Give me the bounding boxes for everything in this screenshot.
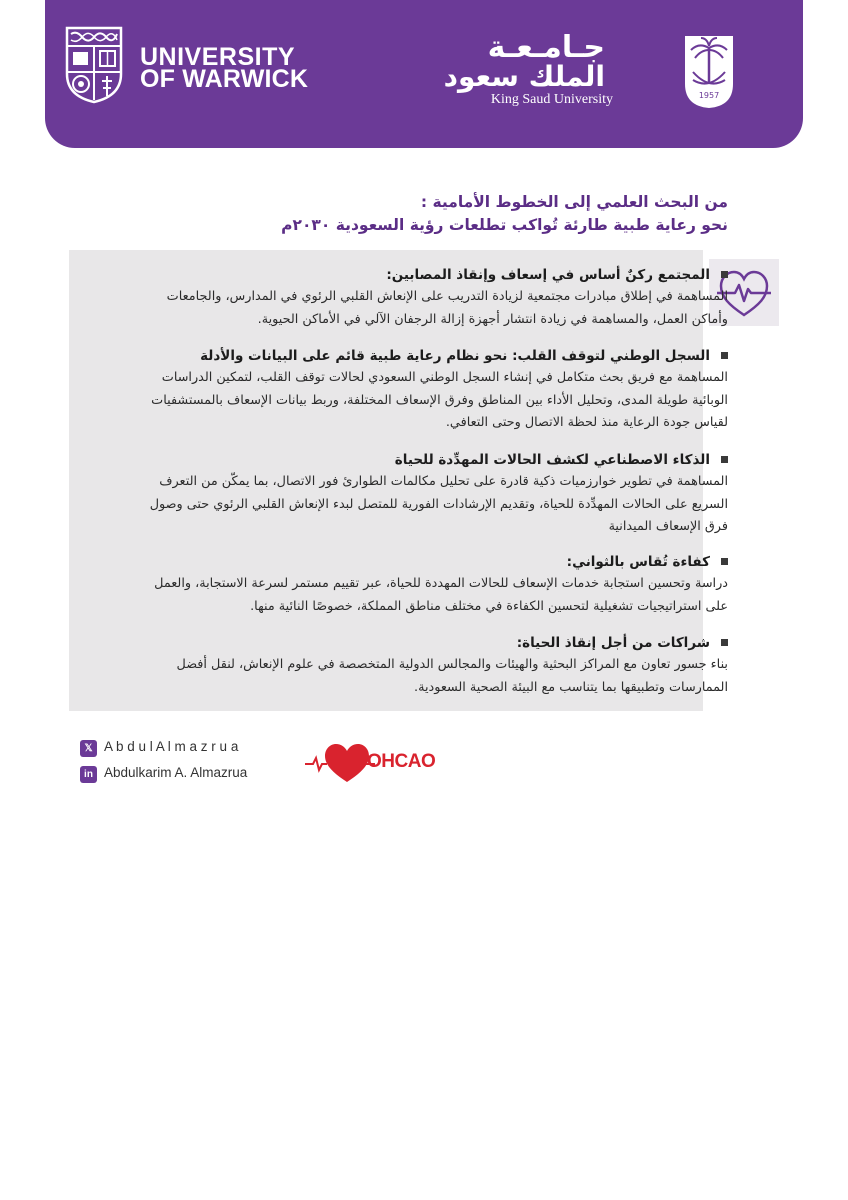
section-heading-text: السجل الوطني لتوقف القلب: نحو نظام رعاية طبية قائم على البيانات والأدلة — [200, 348, 710, 364]
ksu-logo — [443, 22, 745, 122]
linkedin-link[interactable] — [80, 766, 290, 792]
warwick-wordmark — [140, 43, 309, 93]
section-heading — [128, 345, 728, 367]
title-line1: من البحث العلمي إلى الخطوط الأمامية : — [420, 193, 728, 211]
heart-ecg-icon — [305, 740, 375, 785]
section-body: دراسة وتحسين استجابة خدمات الإسعاف للحالات المهددة للحياة، عبر تقييم مستمر لسرعة الاستجابة، والعمل على استراتيجيات تشغيلية لتحسين الكفاءة في مختلف مناطق المملكة، خصوصًا النائية منها. — [154, 576, 728, 614]
section-body: المساهمة مع فريق بحث متكامل في إنشاء السجل الوطني السعودي لحالات توقف القلب، لتمكين الدراسات الوبائية طويلة المدى، وتحليل الأداء بين المناطق وفرق الإسعاف المختلفة، وربط بيانات الإسعاف بالمستشفيات لقياس جودة الرعاية منذ لحظة الاتصال وحتى التعافي. — [151, 370, 728, 431]
linkedin-icon: in — [80, 766, 97, 783]
bullet-square — [721, 639, 728, 646]
linkedin-name: Abdulkarim A. Almazrua — [104, 765, 248, 780]
bullet-square — [721, 456, 728, 463]
ksu-emblem-year: 1957 — [698, 91, 720, 100]
warwick-logo — [65, 26, 365, 106]
ksu-arabic-line2: الملك سعود — [443, 60, 605, 93]
section-ai — [128, 449, 728, 539]
bullet-square — [721, 352, 728, 359]
section-partnerships — [128, 632, 728, 699]
bullet-square — [721, 271, 728, 278]
section-heading-text: المجتمع ركنٌ أساس في إسعاف وإنقاذ المصابين: — [386, 267, 710, 283]
section-heading-text: الذكاء الاصطناعي لكشف الحالات المهدِّدة للحياة — [394, 452, 710, 468]
section-community — [128, 264, 728, 331]
warwick-crest-icon — [65, 26, 123, 104]
section-body: المساهمة في تطوير خوارزميات ذكية قادرة على تحليل مكالمات الطوارئ فور الاتصال، بما يمكّن من التعرف السريع على الحالات المهدِّدة للحياة، وتقديم الإرشادات الفورية للمتصل لبدء الإنعاش القلبي الرئوي حتى وصول فرق الإسعاف الميدانية — [149, 474, 728, 535]
x-link[interactable] — [80, 740, 290, 766]
warwick-line2: OF WARWICK — [140, 65, 309, 93]
x-handle: A b d u l A l m a z r u a — [104, 739, 239, 754]
section-heading — [128, 264, 728, 286]
page-title — [128, 191, 728, 237]
ksu-palm-emblem-icon — [683, 34, 735, 110]
warwick-line1: UNIVERSITY — [140, 43, 296, 71]
section-body: بناء جسور تعاون مع المراكز البحثية والهيئات والمجالس الدولية المتخصصة في علوم الإنعاش، لنقل أفضل الممارسات وتطبيقها بما يتناسب مع البيئة الصحية السعودية. — [176, 657, 728, 695]
x-icon: 𝕏 — [80, 740, 97, 757]
ohcao-logo — [305, 740, 445, 785]
section-heading-text: كفاءة تُقاس بالثواني: — [566, 554, 710, 570]
section-registry — [128, 345, 728, 435]
ksu-english-name: King Saud University — [490, 92, 613, 107]
title-line2: نحو رعاية طبية طارئة تُواكب تطلعات رؤية السعودية ٢٠٣٠م — [281, 216, 728, 234]
section-heading-text: شراكات من أجل إنقاذ الحياة: — [516, 635, 710, 651]
bullet-square — [721, 558, 728, 565]
section-heading — [128, 551, 728, 573]
section-heading — [128, 449, 728, 471]
social-links — [80, 740, 290, 792]
section-body: المساهمة في إطلاق مبادرات مجتمعية لزيادة التدريب على الإنعاش القلبي الرئوي في المدارس، والجامعات وأماكن العمل، والمساهمة في زيادة انتشار أجهزة إزالة الرجفان الآلي في الأماكن الحيوية. — [166, 289, 728, 327]
ohcao-wordmark: OHCAO — [367, 751, 436, 772]
section-efficiency — [128, 551, 728, 618]
ksu-arabic-line1: جـامـعـة — [487, 30, 605, 65]
section-heading — [128, 632, 728, 654]
